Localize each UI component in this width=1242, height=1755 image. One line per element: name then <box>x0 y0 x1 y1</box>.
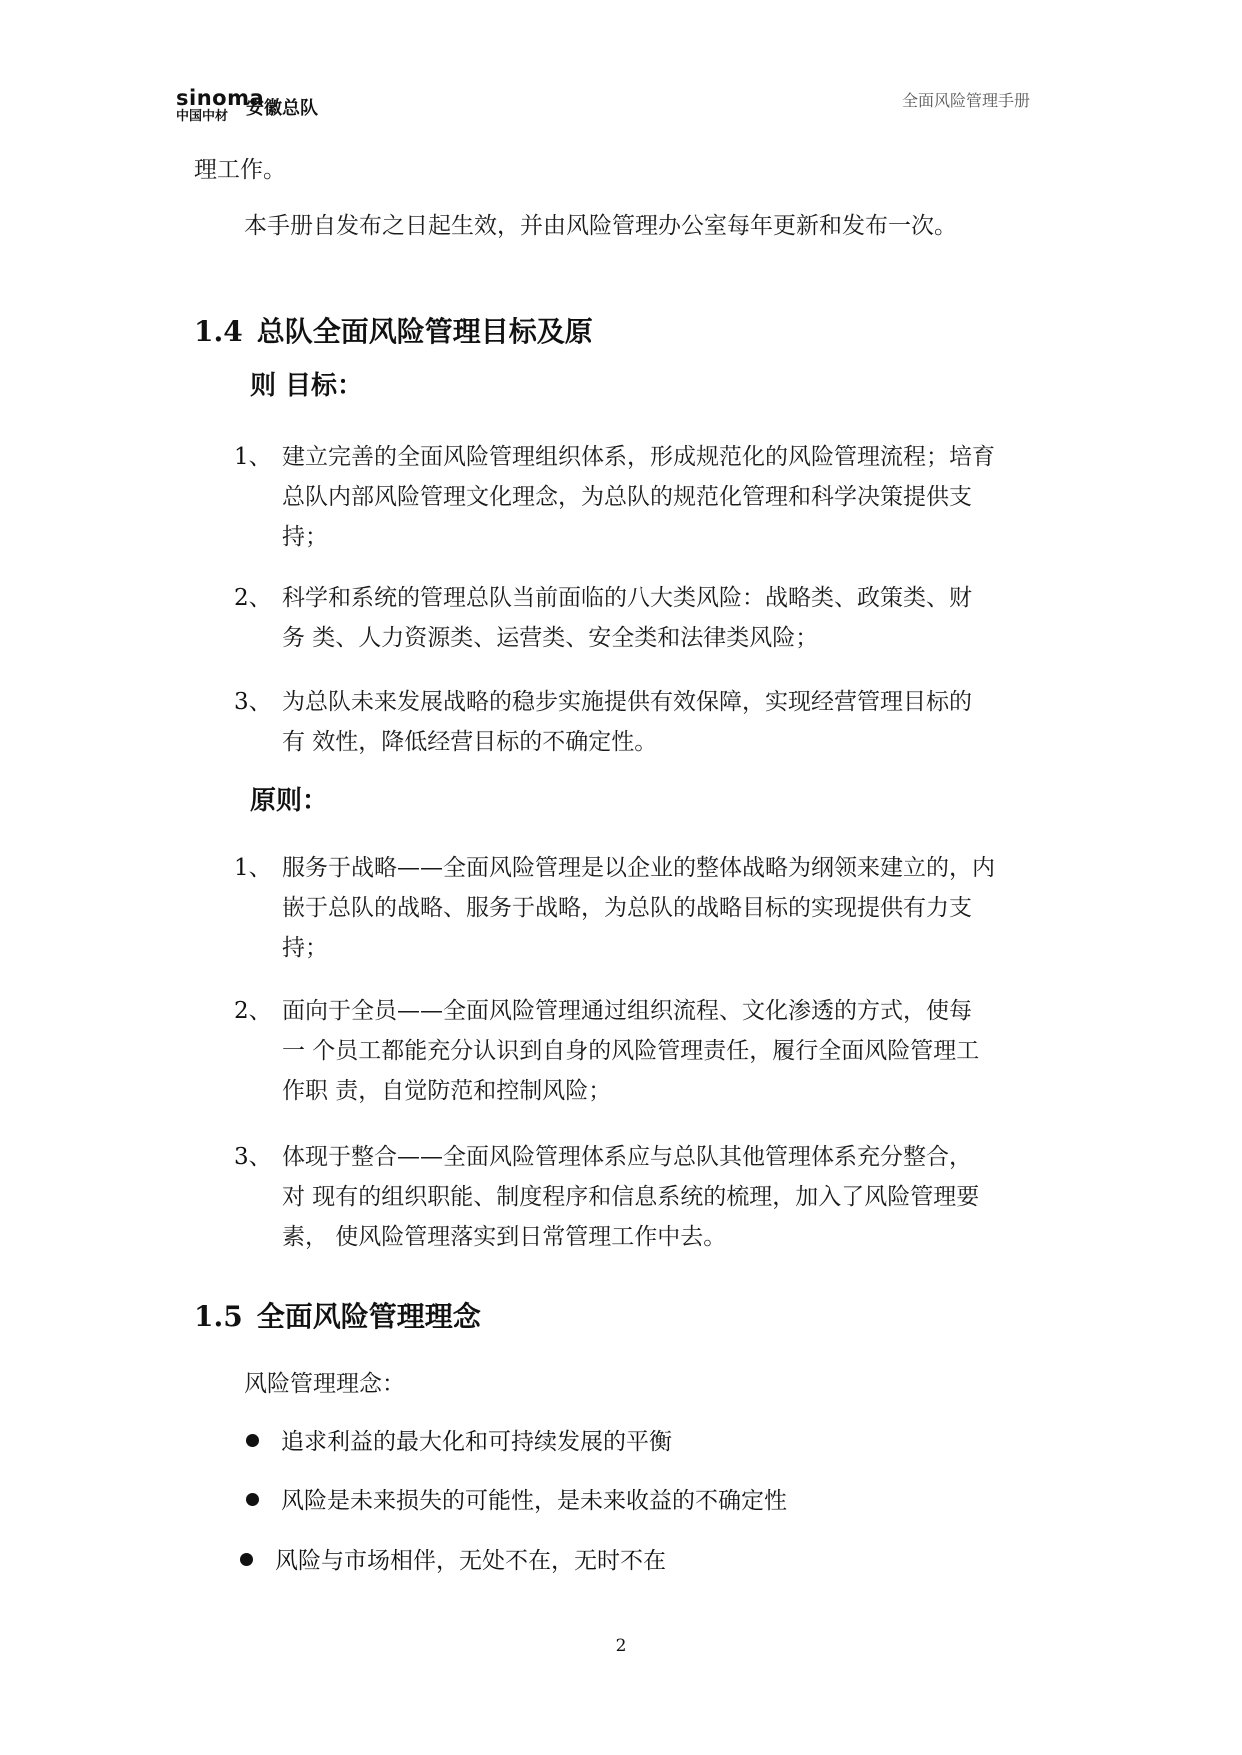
logo-unit-name: 安徽总队 <box>246 98 318 119</box>
list-number: 3、 <box>234 689 272 715</box>
principles-heading: 原则： <box>250 786 329 816</box>
list-line: 务 类、人力资源类、运营类、安全类和法律类风险； <box>282 625 819 651</box>
list-line: 一 个员工都能充分认识到自身的风险管理责任，履行全面风险管理工 <box>282 1038 980 1064</box>
bullet-dot-icon <box>240 1553 253 1566</box>
section-title: 总队全面风险管理目标及原 <box>256 315 593 348</box>
goals-heading: 则 目标： <box>250 371 364 401</box>
section-number: 1.5 <box>194 1300 243 1333</box>
list-number: 1、 <box>234 444 272 470</box>
bullet-text: 追求利益的最大化和可持续发展的平衡 <box>281 1429 672 1455</box>
bullet-text: 风险是未来损失的可能性，是未来收益的不确定性 <box>281 1488 787 1514</box>
page-number: 2 <box>615 1636 627 1656</box>
list-line: 建立完善的全面风险管理组织体系，形成规范化的风险管理流程；培育 <box>282 444 995 470</box>
section-number: 1.4 <box>194 315 243 348</box>
philosophy-lead: 风险管理理念： <box>244 1371 405 1397</box>
list-number: 1、 <box>234 855 272 881</box>
bullet-item <box>246 1422 672 1462</box>
continuation-text: 理工作。 <box>194 157 286 183</box>
running-header-title: 全面风险管理手册 <box>901 91 1030 110</box>
bullet-dot-icon <box>246 1434 259 1447</box>
section-heading-1-5 <box>194 1295 481 1335</box>
list-number: 2、 <box>234 585 272 611</box>
list-line: 有 效性，降低经营目标的不确定性。 <box>282 729 658 755</box>
logo-english-wordmark: sinoma <box>176 86 265 110</box>
section-title: 全面风险管理理念 <box>256 1300 481 1333</box>
list-line: 面向于全员——全面风险管理通过组织流程、文化渗透的方式，使每 <box>282 998 972 1024</box>
bullet-text: 风险与市场相伴，无处不在，无时不在 <box>275 1548 666 1574</box>
list-line: 素， 使风险管理落实到日常管理工作中去。 <box>282 1224 727 1250</box>
header-divider <box>176 120 1066 121</box>
logo-chinese-wordmark: 中国中材 <box>176 109 229 124</box>
list-line: 体现于整合——全面风险管理体系应与总队其他管理体系充分整合， <box>282 1144 972 1170</box>
list-line: 为总队未来发展战略的稳步实施提供有效保障，实现经营管理目标的 <box>282 689 972 715</box>
bullet-dot-icon <box>246 1493 259 1506</box>
list-number: 2、 <box>234 998 272 1024</box>
list-line: 持； <box>282 935 328 961</box>
list-line: 科学和系统的管理总队当前面临的八大类风险：战略类、政策类、财 <box>282 585 972 611</box>
section-heading-1-4 <box>194 310 593 350</box>
list-line: 持； <box>282 524 328 550</box>
effective-statement: 本手册自发布之日起生效，并由风险管理办公室每年更新和发布一次。 <box>244 213 957 239</box>
list-number: 3、 <box>234 1144 272 1170</box>
list-line: 作职 责，自觉防范和控制风险； <box>282 1078 612 1104</box>
bullet-item <box>240 1541 666 1581</box>
list-line: 总队内部风险管理文化理念，为总队的规范化管理和科学决策提供支 <box>282 484 972 510</box>
list-line: 对 现有的组织职能、制度程序和信息系统的梳理，加入了风险管理要 <box>282 1184 980 1210</box>
list-line: 服务于战略——全面风险管理是以企业的整体战略为纲领来建立的，内 <box>282 855 995 881</box>
bullet-item <box>246 1481 787 1521</box>
list-line: 嵌于总队的战略、服务于战略，为总队的战略目标的实现提供有力支 <box>282 895 972 921</box>
